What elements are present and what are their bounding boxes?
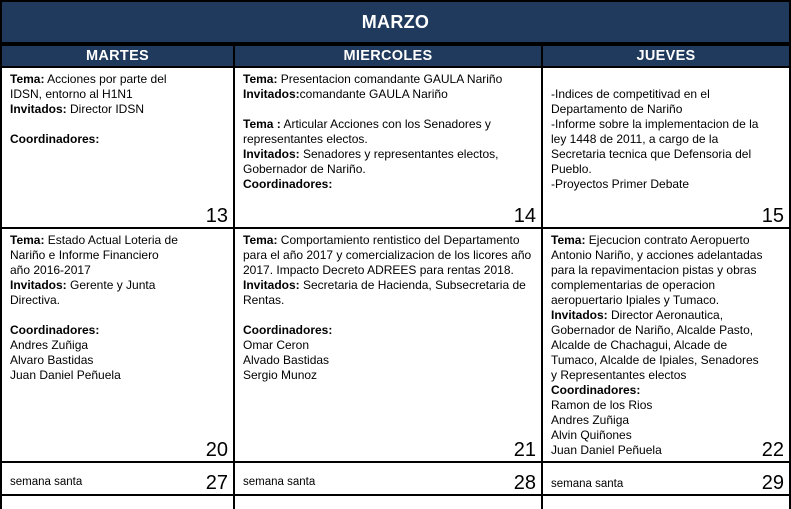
paragraph: Alvaro Bastidas (10, 353, 94, 367)
paragraph: Invitados: Secretaria de Hacienda, Subsecretaria de Rentas. (243, 278, 526, 307)
day-number: 28 (513, 472, 536, 494)
day-number: 20 (205, 439, 228, 461)
month-title: MARZO (361, 11, 430, 32)
paragraph (10, 308, 182, 323)
cell-content (10, 467, 225, 490)
cell-content (243, 72, 533, 192)
paragraph: Alvin Quiñones (551, 428, 632, 442)
day-number: 27 (205, 472, 228, 494)
paragraph (551, 72, 763, 87)
day-cell-28[interactable] (235, 463, 543, 496)
paragraph: Juan Daniel Peñuela (551, 443, 662, 457)
paragraph: Sergio Munoz (243, 368, 318, 382)
paragraph: semana santa (551, 478, 624, 490)
paragraph: Alvado Bastidas (243, 353, 330, 367)
cell-content (243, 467, 533, 490)
paragraph: Omar Ceron (243, 338, 310, 352)
paragraph: Tema : Articular Acciones con los Senadores y representantes electos. (243, 117, 491, 146)
day-cell-21[interactable] (235, 229, 543, 463)
paragraph: Andres Zuñiga (551, 413, 630, 427)
paragraph: Coordinadores: (243, 323, 333, 337)
paragraph: Juan Daniel Peñuela (10, 368, 121, 382)
paragraph: Coordinadores: (551, 383, 641, 397)
day-number: 22 (761, 439, 784, 461)
paragraph: Tema: Estado Actual Loteria de Nariño e Informe Financiero año 2016-2017 (10, 233, 178, 277)
cutoff-row-cell (543, 496, 791, 509)
paragraph: Tema: Acciones por parte del IDSN, entorno al H1N1 (10, 72, 167, 101)
day-number: 13 (205, 205, 228, 227)
paragraph: Invitados: Gerente y Junta Directiva. (10, 278, 156, 307)
paragraph: Coordinadores: (10, 323, 100, 337)
paragraph: semana santa (243, 476, 316, 488)
day-cell-27[interactable] (2, 463, 235, 496)
paragraph: Tema: Ejecucion contrato Aeropuerto Antonio Nariño, y acciones adelantadas para la repavimentacion pistas y obras complementarias de operacion aeropuertario Ipiales y Tumaco. (551, 233, 763, 307)
cutoff-row-cell (2, 496, 235, 509)
calendar-grid (0, 44, 791, 509)
day-cell-15[interactable] (543, 68, 791, 229)
paragraph: Andres Zuñiga (10, 338, 89, 352)
paragraph: Tema: Comportamiento rentistico del Departamento para el año 2017 y comercializacion de los licores año 2017. Impacto Decreto ADREES para rentas 2018. (243, 233, 532, 277)
cell-content (551, 467, 781, 492)
paragraph: -Proyectos Primer Debate (551, 177, 690, 191)
column-header-jueves: JUEVES (543, 46, 791, 68)
paragraph (243, 308, 533, 323)
day-number: 21 (513, 439, 536, 461)
cutoff-row-cell (235, 496, 543, 509)
paragraph: Invitados:comandante GAULA Nariño (243, 87, 448, 101)
day-number: 14 (513, 205, 536, 227)
cell-content (551, 72, 781, 192)
day-number: 15 (761, 205, 784, 227)
day-cell-22[interactable] (543, 229, 791, 463)
day-cell-13[interactable] (2, 68, 235, 229)
paragraph: Invitados: Senadores y representantes electos, Gobernador de Nariño. (243, 147, 499, 176)
paragraph: Tema: Presentacion comandante GAULA Nariño (243, 72, 503, 86)
month-header (0, 0, 791, 44)
cell-content (10, 72, 225, 147)
cell-content (551, 233, 781, 458)
paragraph: Invitados: Director IDSN (10, 102, 145, 116)
paragraph: Coordinadores: (243, 177, 333, 191)
column-header-miercoles: MIERCOLES (235, 46, 543, 68)
paragraph: semana santa (10, 476, 83, 488)
day-cell-14[interactable] (235, 68, 543, 229)
paragraph (243, 102, 533, 117)
cell-content (10, 233, 225, 383)
day-cell-29[interactable] (543, 463, 791, 496)
paragraph: Invitados: Director Aeronautica, Gobernador de Nariño, Alcalde Pasto, Alcalde de Chachagui, Alcade de Tumaco, Alcalde de Ipiales, Senadores y Representantes electos (551, 308, 759, 382)
paragraph: Coordinadores: (10, 132, 100, 146)
day-number: 29 (761, 472, 784, 494)
paragraph (10, 117, 182, 132)
cell-content (243, 233, 533, 383)
column-header-martes: MARTES (2, 46, 235, 68)
day-cell-20[interactable] (2, 229, 235, 463)
paragraph: Ramon de los Rios (551, 398, 653, 412)
paragraph: -Informe sobre la implementacion de la ley 1448 de 2011, a cargo de la Secretaria tecnica que Defensoria del Pueblo. (551, 117, 759, 176)
paragraph: -Indices de competitivad en el Departamento de Nariño (551, 87, 710, 116)
